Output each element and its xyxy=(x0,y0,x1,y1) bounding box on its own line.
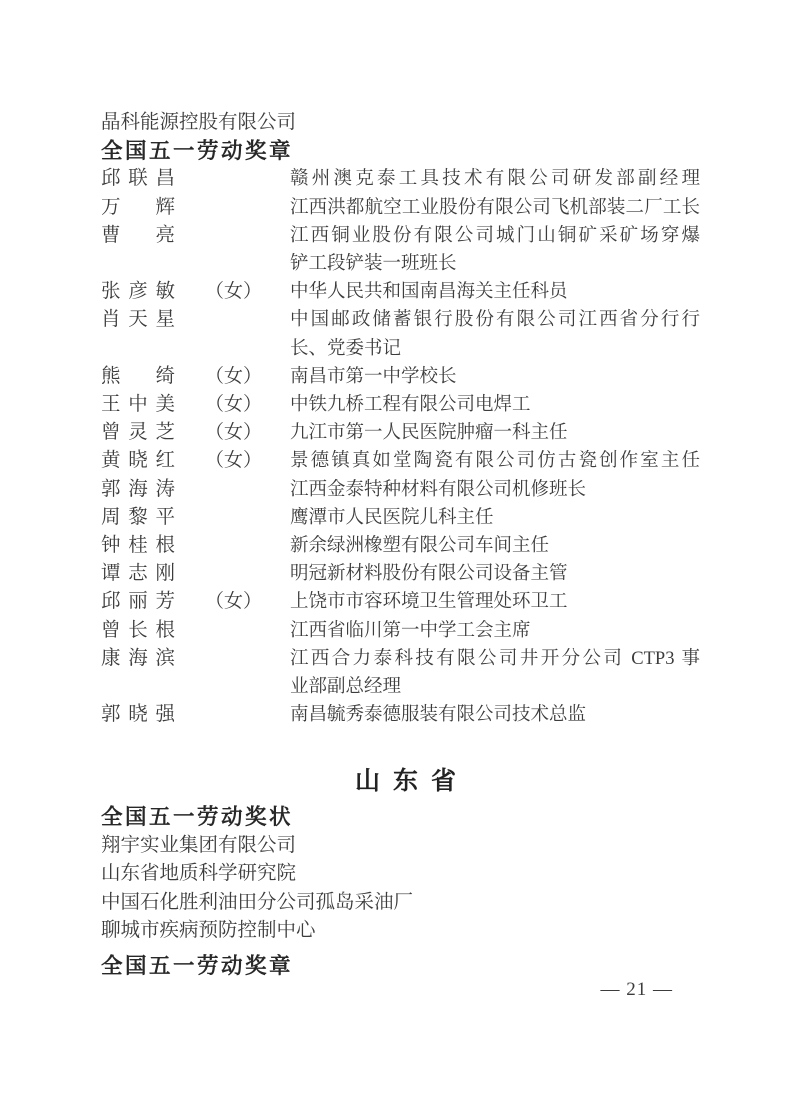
recipient-row xyxy=(101,165,710,193)
position-line: 江西洪都航空工业股份有限公司飞机部装二厂工长 xyxy=(290,197,700,218)
recipient-name: 郭晓强 xyxy=(101,704,175,726)
recipient-row xyxy=(101,532,710,560)
recipient-position xyxy=(290,560,700,588)
carryover-certificate-recipient: 晶科能源控股有限公司 xyxy=(101,112,297,133)
recipient-name: 肖天星 xyxy=(101,309,175,331)
recipient-row xyxy=(101,278,710,306)
recipient-name: 曾长根 xyxy=(101,619,175,641)
recipient-position xyxy=(290,645,700,701)
position-line: 景德镇真如堂陶瓷有限公司仿古瓷创作室主任 xyxy=(290,451,700,472)
certificate-recipient-list xyxy=(101,832,710,946)
recipient-name: 谭志刚 xyxy=(101,563,175,585)
position-line: 中铁九桥工程有限公司电焊工 xyxy=(290,395,531,415)
position-line: 上饶市市容环境卫生管理处环卫工 xyxy=(290,592,568,613)
recipient-name: 邱丽芳 xyxy=(101,591,175,613)
document-content xyxy=(101,109,710,980)
recipient-position xyxy=(290,617,700,645)
recipient-name: 邱联昌 xyxy=(101,168,175,190)
page-number: — 21 — xyxy=(600,979,673,1000)
position-line: 业部副总经理 xyxy=(290,677,402,698)
recipient-name: 王中美 xyxy=(101,394,175,415)
jiangxi-medal-heading: 全国五一劳动奖章 xyxy=(101,139,294,164)
recipient-position xyxy=(290,165,700,193)
recipient-name: 熊 绮 xyxy=(101,365,175,387)
shandong-medal-heading: 全国五一劳动奖章 xyxy=(101,954,294,978)
position-line: 江西合力泰科技有限公司井开分公司 CTP3 事 xyxy=(290,648,700,669)
recipient-position xyxy=(290,447,700,475)
recipient-position xyxy=(290,701,700,729)
certificate-recipient: 聊城市疾病预防控制中心 xyxy=(101,920,316,942)
recipient-row xyxy=(101,560,710,588)
medal-recipient-rows xyxy=(101,165,710,729)
recipient-gender: （女） xyxy=(205,281,263,303)
recipient-gender: （女） xyxy=(205,365,263,387)
recipient-name: 黄晓红 xyxy=(101,450,175,472)
recipient-position xyxy=(290,391,700,419)
recipient-position xyxy=(290,504,700,532)
position-line: 江西铜业股份有限公司城门山铜矿采矿场穿爆 xyxy=(290,225,700,246)
position-line: 赣州澳克泰工具技术有限公司研发部副经理 xyxy=(290,169,700,190)
recipient-position xyxy=(290,306,700,362)
recipient-position xyxy=(290,476,700,504)
recipient-name: 万 辉 xyxy=(101,196,175,218)
position-line: 中国邮政储蓄银行股份有限公司江西省分行行 xyxy=(290,310,700,331)
position-line: 南昌市第一中学校长 xyxy=(290,366,457,387)
recipient-row xyxy=(101,306,710,362)
recipient-position xyxy=(290,222,700,278)
recipient-row xyxy=(101,363,710,391)
recipient-row xyxy=(101,391,710,419)
recipient-position xyxy=(290,363,700,391)
shandong-certificate-heading: 全国五一劳动奖状 xyxy=(101,805,294,830)
recipient-position xyxy=(290,532,700,560)
position-line: 长、党委书记 xyxy=(290,338,402,359)
recipient-row xyxy=(101,447,710,475)
recipient-gender: （女） xyxy=(205,422,263,444)
recipient-row xyxy=(101,701,710,729)
recipient-name: 周黎平 xyxy=(101,506,175,528)
recipient-name: 曹 亮 xyxy=(101,224,175,246)
recipient-row xyxy=(101,476,710,504)
recipient-row xyxy=(101,504,710,532)
position-line: 中华人民共和国南昌海关主任科员 xyxy=(290,282,568,303)
certificate-recipient: 中国石化胜利油田分公司孤岛采油厂 xyxy=(101,891,414,913)
certificate-recipient: 山东省地质科学研究院 xyxy=(101,863,297,885)
recipient-name: 郭海涛 xyxy=(101,478,175,500)
recipient-position xyxy=(290,419,700,447)
recipient-position xyxy=(290,588,700,616)
position-line: 新余绿洲橡塑有限公司车间主任 xyxy=(290,536,550,557)
recipient-row xyxy=(101,194,710,222)
recipient-gender: （女） xyxy=(205,450,263,472)
position-line: 江西金泰特种材料有限公司机修班长 xyxy=(290,479,587,500)
position-line: 江西省临川第一中学工会主席 xyxy=(290,620,531,641)
position-line: 南昌毓秀泰德服装有限公司技术总监 xyxy=(290,705,587,726)
recipient-position xyxy=(290,278,700,306)
recipient-row xyxy=(101,645,710,701)
recipient-name: 钟桂根 xyxy=(101,535,175,557)
recipient-row xyxy=(101,222,710,278)
position-line: 鹰潭市人民医院儿科主任 xyxy=(290,507,494,528)
position-line: 铲工段铲装一班班长 xyxy=(290,253,457,274)
recipient-row xyxy=(101,419,710,447)
recipient-position xyxy=(290,194,700,222)
position-line: 九江市第一人民医院肿瘤一科主任 xyxy=(290,423,568,444)
recipient-gender: （女） xyxy=(205,394,263,415)
certificate-recipient: 翔宇实业集团有限公司 xyxy=(101,834,297,856)
recipient-row xyxy=(101,617,710,645)
recipient-name: 曾灵芝 xyxy=(101,422,175,444)
shandong-province-heading: 山东省 xyxy=(354,768,469,796)
recipient-name: 张彦敏 xyxy=(101,281,175,303)
position-line: 明冠新材料股份有限公司设备主管 xyxy=(290,564,568,585)
recipient-gender: （女） xyxy=(205,591,263,613)
recipient-row xyxy=(101,588,710,616)
recipient-name: 康海滨 xyxy=(101,647,175,669)
